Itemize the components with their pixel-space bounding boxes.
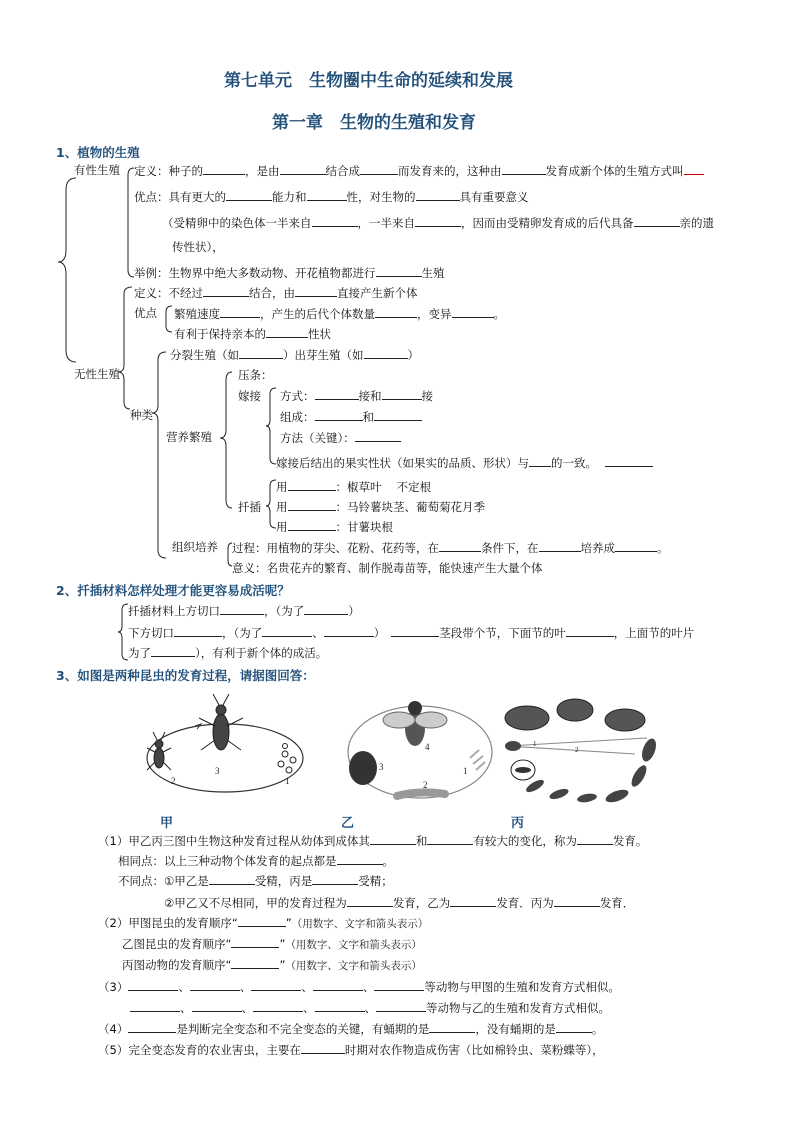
text: ，产生的后代个体数量 <box>260 307 375 321</box>
blank[interactable] <box>452 306 494 318</box>
s1-line3 <box>162 215 714 230</box>
text: 乙图昆虫的发育顺序“ <box>122 937 232 951</box>
text: 。 <box>591 1022 604 1036</box>
hint: （用数字、文字和箭头表示） <box>291 918 429 930</box>
blank[interactable] <box>304 603 348 615</box>
text: ，变异 <box>417 307 452 321</box>
text: 。 <box>382 854 394 868</box>
text: ，因而由受精卵发育成的后代具备 <box>461 216 634 230</box>
blank[interactable] <box>295 285 337 297</box>
blank[interactable] <box>226 189 272 201</box>
text: ） <box>348 604 360 618</box>
q2-line3 <box>122 957 422 973</box>
blank[interactable] <box>312 873 358 885</box>
blank[interactable] <box>128 979 178 991</box>
blank[interactable] <box>374 409 422 421</box>
section-3-heading: 3、如图是两种昆虫的发育过程，请据图回答： <box>56 668 315 683</box>
figure-a-cycle <box>147 694 303 792</box>
text: （4） <box>98 1022 129 1036</box>
text: 。 <box>493 307 505 321</box>
s1-line7 <box>174 306 505 321</box>
text: ，是由 <box>245 164 280 178</box>
svg-text:2: 2 <box>575 746 579 754</box>
blank[interactable] <box>203 285 249 297</box>
text: 优点：具有更大的 <box>134 190 226 204</box>
text: ” <box>279 937 286 951</box>
text: 不同点：①甲乙是 <box>118 874 209 888</box>
text: ，（为了 <box>264 604 305 618</box>
q1-line2 <box>118 853 394 868</box>
text: 用 <box>276 520 288 534</box>
hint: （用数字、文字和箭头表示） <box>285 960 422 972</box>
svg-text:4: 4 <box>425 742 430 752</box>
cutting-3 <box>276 519 393 534</box>
text: 等动物与甲图的生殖和发育方式相似。 <box>424 980 620 994</box>
blank[interactable] <box>315 409 363 421</box>
text: 接 <box>421 389 433 403</box>
blank[interactable] <box>280 163 326 175</box>
text: 条件下，在 <box>481 541 539 555</box>
text: 定义：种子的 <box>134 164 203 178</box>
blank[interactable] <box>220 603 264 615</box>
insect-figures <box>135 688 695 813</box>
text: 方法（关键）： <box>280 431 355 445</box>
blank[interactable] <box>313 979 363 991</box>
svg-text:1: 1 <box>285 776 290 786</box>
text: 结合成 <box>325 164 360 178</box>
hint: （用数字、文字和箭头表示） <box>285 939 422 951</box>
figure-label-b: 乙 <box>341 816 355 831</box>
graft-key <box>280 430 401 445</box>
blank[interactable] <box>174 625 222 637</box>
blank[interactable] <box>427 833 473 845</box>
label-tissue-culture: 组织培养 <box>172 540 218 554</box>
figure-label-c: 丙 <box>511 816 525 831</box>
graft-method <box>280 388 433 403</box>
text: 、 <box>241 1001 253 1015</box>
text: 分裂生殖（如 <box>170 348 239 362</box>
text: 、 <box>301 980 313 994</box>
blank[interactable] <box>288 479 336 491</box>
svg-text:3: 3 <box>379 762 384 772</box>
blank[interactable] <box>307 189 347 201</box>
blank[interactable] <box>450 895 496 907</box>
blank[interactable] <box>429 1021 475 1033</box>
q4-line <box>98 1021 603 1036</box>
text: 性，对生物的 <box>346 190 416 204</box>
text: 。 <box>657 541 669 555</box>
text: 是判断完全变态和不完全变态的关键，有蛹期的是 <box>176 1022 430 1036</box>
text: 组成： <box>280 410 315 424</box>
text: 用 <box>276 480 288 494</box>
text: 能力和 <box>272 190 307 204</box>
label-layering: 压条： <box>238 368 273 382</box>
blank[interactable] <box>203 163 245 175</box>
text: 结合，由 <box>249 286 295 300</box>
blank[interactable] <box>566 625 614 637</box>
text: ：甘薯块根 <box>335 520 393 534</box>
tissue-process <box>232 540 669 555</box>
text: ，上面节的叶片 <box>613 626 695 640</box>
s2-line3 <box>128 645 327 660</box>
tissue-meaning: 意义：名贵花卉的繁育、制作脱毒苗等，能快速产生大量个体 <box>232 561 543 575</box>
blank[interactable] <box>375 306 417 318</box>
text: 茎段带个节，下面节的叶 <box>439 626 566 640</box>
s1-line5 <box>134 265 445 280</box>
blank[interactable] <box>324 625 374 637</box>
blank[interactable] <box>382 388 422 400</box>
text: ） <box>373 626 386 640</box>
blank[interactable] <box>539 540 581 552</box>
svg-text:1: 1 <box>533 740 537 748</box>
text: 、 <box>303 1001 315 1015</box>
blank[interactable] <box>231 957 279 969</box>
label-advantage: 优点 <box>134 306 157 320</box>
text: 方式： <box>280 389 315 403</box>
s1-line4: 传性状）， <box>172 240 224 254</box>
blank[interactable] <box>529 455 551 467</box>
text: ），有利于新个体的成活。 <box>195 646 328 660</box>
label-asexual: 无性生殖 <box>74 367 120 381</box>
blank[interactable] <box>374 979 424 991</box>
svg-text:2: 2 <box>423 780 428 790</box>
blank[interactable] <box>391 625 439 637</box>
blank[interactable] <box>355 430 401 442</box>
text: 生殖 <box>421 266 445 280</box>
text: 性状 <box>308 327 331 341</box>
blank[interactable] <box>315 1000 365 1012</box>
text: 和 <box>415 834 428 848</box>
text: 为了 <box>128 646 151 660</box>
text: （2）甲图昆虫的发育顺序“ <box>98 916 238 930</box>
text: ” <box>285 916 292 930</box>
figure-label-a: 甲 <box>160 816 174 831</box>
q1-line4 <box>164 895 634 910</box>
text: 过程：用植物的芽尖、花粉、花药等，在 <box>232 541 439 555</box>
blank[interactable] <box>312 215 358 227</box>
text: 举例：生物界中绝大多数动物、开花植物都进行 <box>134 266 376 280</box>
blank[interactable] <box>347 895 393 907</box>
blank[interactable] <box>231 936 279 948</box>
text: 发育．丙为 <box>496 896 554 910</box>
s2-line1 <box>128 603 360 618</box>
text: ，没有蛹期的是 <box>475 1022 556 1036</box>
text: 用 <box>276 500 288 514</box>
text: （受精卵中的染色体一半来自 <box>162 216 312 230</box>
blank[interactable] <box>605 455 653 467</box>
graft-fruit <box>276 455 653 470</box>
blank[interactable] <box>238 915 286 927</box>
q3-line1 <box>98 979 620 994</box>
text: （5）完全变态发育的农业害虫，主要在 <box>98 1043 301 1057</box>
q1-line3 <box>118 873 393 888</box>
blank[interactable] <box>554 895 600 907</box>
text: 亲的遗 <box>679 216 714 230</box>
blank[interactable] <box>266 326 308 338</box>
text: 直接产生新个体 <box>337 286 418 300</box>
text: 发育． <box>599 896 635 910</box>
text: 嫁接后结出的果实性状（如果实的品质、形状）与 <box>276 456 529 470</box>
section-1-heading: 1、植物的生殖 <box>56 145 140 160</box>
section-2-heading: 2、扦插材料怎样处理才能更容易成活呢？ <box>56 583 290 598</box>
text: 相同点：以上三种动物个体发育的起点都是 <box>118 854 337 868</box>
text: 培养成 <box>580 541 615 555</box>
blank[interactable] <box>415 215 461 227</box>
text: （1）甲乙丙三图中生物这种发育过程从幼体到成体其 <box>98 834 370 848</box>
text: ：马铃薯块茎、葡萄菊花月季 <box>335 500 485 514</box>
label-cutting: 扦插 <box>238 500 261 514</box>
blank[interactable] <box>577 833 613 845</box>
blank[interactable] <box>556 1021 592 1033</box>
text: 受精； <box>358 874 393 888</box>
blank[interactable] <box>360 163 398 175</box>
blank[interactable] <box>370 833 416 845</box>
blank[interactable] <box>634 215 680 227</box>
chapter-title: 第一章 生物的生殖和发育 <box>272 113 476 133</box>
text: 、 <box>362 980 375 994</box>
text: 接和 <box>358 389 382 403</box>
text: 而发育来的，这种由 <box>398 164 502 178</box>
blank[interactable] <box>192 1000 242 1012</box>
text: 的一致。 <box>551 456 597 470</box>
text: 下方切口 <box>128 626 174 640</box>
text: 、 <box>180 1001 192 1015</box>
blank[interactable] <box>301 1042 345 1054</box>
text: ，（为了 <box>222 626 263 640</box>
blank[interactable] <box>151 645 195 657</box>
cutting-1 <box>276 479 431 494</box>
blank[interactable] <box>502 163 546 175</box>
svg-text:3: 3 <box>215 766 220 776</box>
text: ：椒草叶 不定根 <box>335 480 432 494</box>
q2-line1 <box>98 915 428 931</box>
text: 受精，丙是 <box>254 874 313 888</box>
text: 定义：不经过 <box>134 286 203 300</box>
blank[interactable] <box>615 540 657 552</box>
text: 和 <box>362 410 374 424</box>
svg-text:2: 2 <box>171 776 176 786</box>
s2-line2 <box>128 625 694 640</box>
graft-parts <box>280 409 422 424</box>
q3-line2 <box>130 1000 610 1015</box>
blank[interactable] <box>288 499 336 511</box>
text: 、 <box>364 1001 376 1015</box>
text: 等动物与乙的生殖和发育方式相似。 <box>426 1001 610 1015</box>
s1-line6 <box>134 285 418 300</box>
text: 发育。 <box>612 834 648 848</box>
blank[interactable] <box>416 189 460 201</box>
figure-c-cycle <box>505 699 659 805</box>
blank[interactable] <box>337 853 383 865</box>
blank[interactable] <box>288 519 336 531</box>
svg-text:1: 1 <box>463 766 468 776</box>
label-vegetative: 营养繁殖 <box>166 430 212 444</box>
blank[interactable] <box>251 979 301 991</box>
text: 、 <box>239 980 252 994</box>
figure-b-cycle <box>348 701 492 798</box>
text: 有较大的变化，称为 <box>473 834 577 848</box>
blank[interactable] <box>128 1021 176 1033</box>
blank[interactable] <box>684 163 704 175</box>
blank[interactable] <box>364 347 408 359</box>
blank[interactable] <box>439 540 481 552</box>
blank[interactable] <box>262 625 312 637</box>
text: 繁殖速度 <box>174 307 220 321</box>
s1-line9 <box>170 347 419 362</box>
text: 发育成新个体的生殖方式叫 <box>545 164 684 178</box>
text: ，一半来自 <box>357 216 415 230</box>
s1-line8 <box>174 326 331 341</box>
q1-line1 <box>98 833 647 848</box>
label-grafting: 嫁接 <box>238 389 261 403</box>
blank[interactable] <box>220 306 260 318</box>
text: （3） <box>98 980 129 994</box>
text: ） <box>407 348 419 362</box>
cutting-2 <box>276 499 485 514</box>
label-sexual: 有性生殖 <box>74 163 120 177</box>
text: ）出芽生殖（如 <box>283 348 364 362</box>
text: ②甲乙又不尽相同，甲的发育过程为 <box>164 896 347 910</box>
s1-line2 <box>134 189 529 204</box>
text: 时期对农作物造成伤害（比如棉铃虫、菜粉蝶等）， <box>344 1043 604 1057</box>
blank[interactable] <box>130 1000 180 1012</box>
text: 、 <box>312 626 324 640</box>
q2-line2 <box>122 936 422 952</box>
text: ” <box>279 958 286 972</box>
blank[interactable] <box>315 388 359 400</box>
text: 具有重要意义 <box>459 190 529 204</box>
blank[interactable] <box>239 347 283 359</box>
q5-line <box>98 1042 604 1057</box>
blank[interactable] <box>209 873 255 885</box>
text: 扦插材料上方切口 <box>128 604 220 618</box>
blank[interactable] <box>376 265 422 277</box>
blank[interactable] <box>190 979 240 991</box>
blank[interactable] <box>376 1000 426 1012</box>
label-types: 种类 <box>130 408 153 422</box>
text: 丙图动物的发育顺序“ <box>122 958 232 972</box>
blank[interactable] <box>253 1000 303 1012</box>
page-title: 第七单元 生物圈中生命的延续和发展 <box>224 71 513 91</box>
s1-line1 <box>134 163 704 178</box>
text: 有利于保持亲本的 <box>174 327 266 341</box>
text: 发育，乙为 <box>392 896 451 910</box>
text: 、 <box>178 980 190 994</box>
